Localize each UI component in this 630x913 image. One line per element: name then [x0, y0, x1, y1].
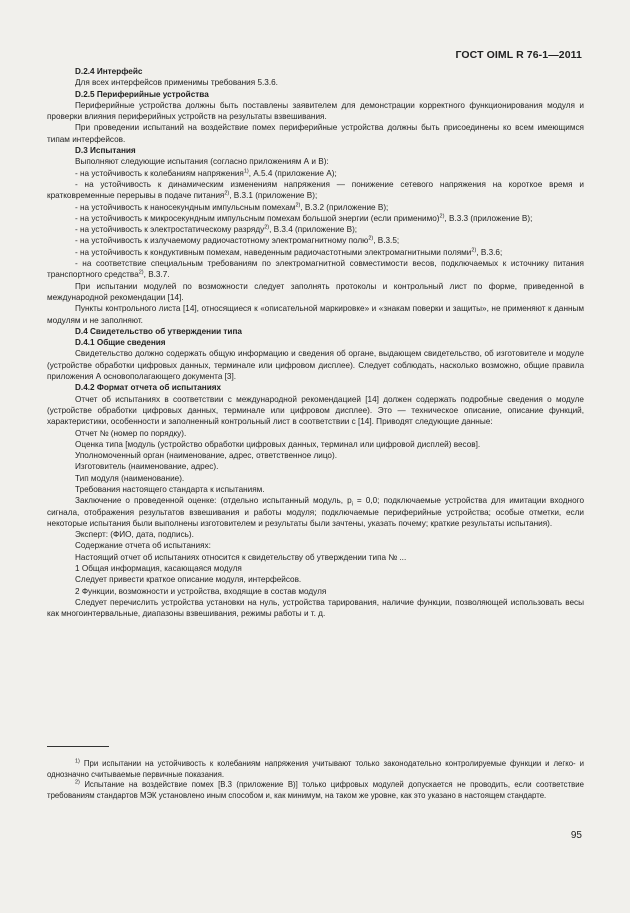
- paragraph: Для всех интерфейсов применимы требования 5.3.6.: [75, 78, 278, 88]
- paragraph: Свидетельство должно содержать общую информацию и сведения об органе, выдающем свидетельство, об изготовителе и модуле (устройстве обработки цифровых данных, терминале или цифровом дисплее). Следует соблюдать, насколько возможно, общие правила приложения А основополагающего документа [3].: [47, 349, 584, 382]
- paragraph: Пункты контрольного листа [14], относящиеся к «описательной маркировке» и «знакам поверки и защиты», не применяют к данным модулям и не заполняют.: [47, 304, 584, 325]
- field-line: Уполномоченный орган (наименование, адрес, ответственное лицо).: [75, 451, 337, 461]
- document-header: ГОСТ OIML R 76-1—2011: [455, 49, 582, 61]
- page-number: 95: [570, 830, 582, 841]
- paragraph: Выполняют следующие испытания (согласно приложениям А и В):: [75, 157, 329, 167]
- field-line: Заключение о проведенной оценке: (отдельно испытанный модуль, $p_i = 0,0$; подключаемые устройства для имитации входного сигнала, отображения результатов взвешивания и работы модуля; подключаемые периферийные устройства; особые отметки, если некоторые испытания были выполнены изготовителем и результаты были зачтены, указать почему; краткие результаты испытания).: [47, 496, 584, 528]
- field-line: Следует перечислить устройства установки на нуль, устройства тарирования, наличие функции, позволяющей использовать весы как многоинтервальные, диапазоны взвешивания, режимы работы и т. д.: [47, 597, 584, 619]
- section-heading-d42: D.4.2 Формат отчета об испытаниях: [75, 383, 222, 393]
- list-item: - на устойчивость к динамическим изменениям напряжения — понижение сетевого напряжения на короткое время и кратковременные перерывы в подаче питания$^{2)}$, В.3.1 (приложение В);: [47, 179, 584, 201]
- field-line: Настоящий отчет об испытаниях относится к свидетельству об утверждении типа № ...: [75, 552, 407, 562]
- paragraph: При проведении испытаний на воздействие помех периферийные устройства должны быть присоединены ко всем имеющимся типам интерфейсов.: [47, 123, 584, 144]
- list-item: - на соответствие специальным требованиям по электромагнитной совместимости весов, подключаемых к источнику питания транспортного средства$^{2)}$, В.3.7.: [47, 259, 584, 280]
- section-heading-d4: D.4 Свидетельство об утверждении типа: [75, 326, 242, 336]
- list-item: - на устойчивость к электростатическому разряду$^{2)}$, В.3.4 (приложение В);: [75, 224, 358, 235]
- field-line: Изготовитель (наименование, адрес).: [75, 462, 219, 472]
- list-item: - на устойчивость к наносекундным импульсным помехам$^{2)}$, В.3.2 (приложение В);: [75, 201, 389, 212]
- field-line: Требования настоящего стандарта к испытаниям.: [75, 484, 265, 494]
- field-line: Эксперт: (ФИО, дата, подпись).: [75, 530, 194, 540]
- field-line: Следует привести краткое описание модуля, интерфейсов.: [75, 575, 302, 585]
- section-heading-d3: D.3 Испытания: [75, 146, 136, 156]
- list-item: - на устойчивость к кондуктивным помехам, наведенным радиочастотными электромагнитными полями$^{2)}$, В.3.6;: [75, 247, 503, 257]
- section-heading-d41: D.4.1 Общие сведения: [75, 338, 166, 348]
- field-line: 1 Общая информация, касающаяся модуля: [75, 564, 242, 574]
- footnote-2: $^{2)}$ Испытание на воздействие помех [В.3 (приложение В)] только цифровых модулей допускается не проводить, если соответствие требованиям стандартов МЭК установлено иным способом и, как минимум, на таком же уровне, как это указано в настоящем стандарте.: [47, 779, 584, 800]
- field-line: Оценка типа [модуль (устройство обработки цифровых данных, терминал или цифровой дисплей) весов].: [75, 439, 481, 449]
- footnotes: [47, 759, 584, 801]
- document-body: [47, 66, 584, 620]
- field-line: 2 Функции, возможности и устройства, входящие в состав модуля: [75, 586, 327, 596]
- footnote-1: $^{1)}$ При испытании на устойчивость к колебаниям напряжения учитывают только законодательно контролируемые функции и легко- и однозначно считываемые первичные показания.: [47, 758, 584, 779]
- field-line: Тип модуля (наименование).: [75, 473, 185, 483]
- list-item: - на устойчивость к колебаниям напряжения$^{1)}$, А.5.4 (приложение А);: [75, 167, 337, 178]
- paragraph: Отчет об испытаниях в соответствии с международной рекомендацией [14] должен содержать подробные сведения о модуле (устройстве обработки цифровых данных, терминале или цифровом дисплее). Это — техническое описание, описание функций, характеристики, особенности и заполненный контрольный лист в соответствии с [14]. Приводят следующие данные:: [47, 394, 584, 427]
- section-heading-d24: D.2.4 Интерфейс: [75, 67, 143, 76]
- list-item: - на устойчивость к излучаемому радиочастотному электромагнитному полю$^{2)}$, В.3.5;: [75, 235, 400, 246]
- footnote-divider: [47, 746, 109, 747]
- field-line: Содержание отчета об испытаниях:: [75, 541, 211, 551]
- paragraph: Периферийные устройства должны быть поставлены заявителем для демонстрации корректного функционирования модуля и проверки влияния периферийных устройств на результаты взвешивания.: [47, 100, 584, 122]
- list-item: - на устойчивость к микросекундным импульсным помехам большой энергии (если применимо)$^{2)}$, В.3.3 (приложение В);: [75, 213, 533, 223]
- section-heading-d25: D.2.5 Периферийные устройства: [75, 89, 209, 99]
- paragraph: При испытании модулей по возможности следует заполнять протоколы и контрольный лист по форме, приведенной в международной рекомендации [14].: [47, 281, 584, 302]
- field-line: Отчет № (номер по порядку).: [75, 428, 187, 438]
